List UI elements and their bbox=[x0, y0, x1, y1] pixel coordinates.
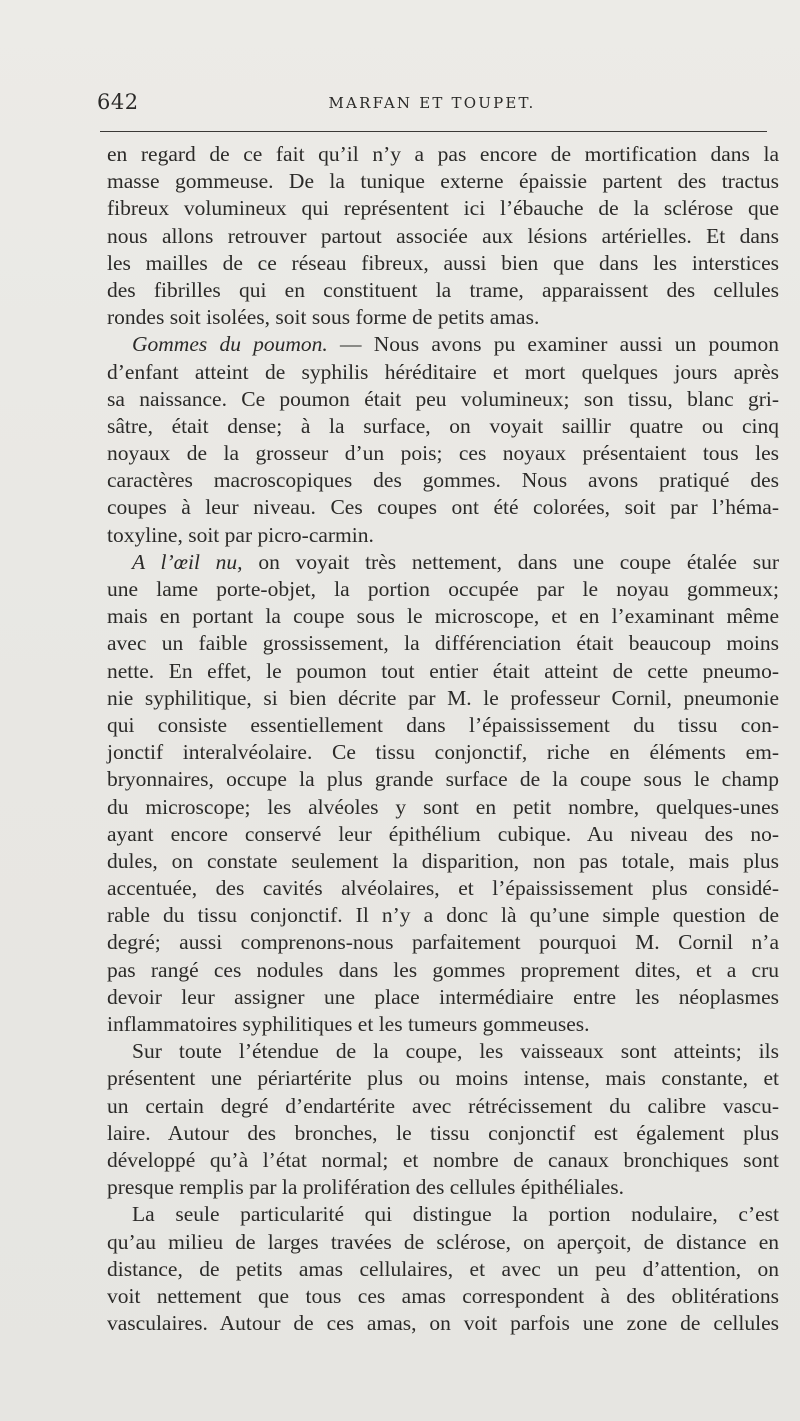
text-line: nie syphilitique, si bien décrite par M. le professeur Cornil, pneumonie bbox=[107, 685, 779, 710]
text-line: coupes à leur niveau. Ces coupes ont été colorées, soit par l’héma- bbox=[107, 495, 779, 520]
text-line: voit nettement que tous ces amas correspondent à des oblitérations bbox=[107, 1283, 779, 1308]
text-line: avec un faible grossissement, la différenciation était beaucoup moins bbox=[107, 631, 779, 656]
text-line: pas rangé ces nodules dans les gommes proprement dites, et a cru bbox=[107, 957, 779, 982]
text-line: rable du tissu conjonctif. Il n’y a donc là qu’une simple question de bbox=[107, 903, 779, 928]
text-line: sa naissance. Ce poumon était peu volumineux; son tissu, blanc gri- bbox=[107, 386, 779, 411]
text-line: toxyline, soit par picro-carmin. bbox=[107, 522, 374, 547]
section-heading-gommes: Gommes du poumon. bbox=[132, 332, 328, 357]
text-line: bryonnaires, occupe la plus grande surface de la coupe sous le champ bbox=[107, 767, 779, 792]
text-line: masse gommeuse. De la tunique externe épaissie partent des tractus bbox=[107, 169, 779, 194]
text-line: présentent une périartérite plus ou moins intense, mais constante, et bbox=[107, 1066, 779, 1091]
body-text bbox=[107, 141, 779, 1337]
text-line: en regard de ce fait qu’il n’y a pas encore de mortification dans la bbox=[107, 142, 779, 166]
section-heading-oeil: A l’œil nu, bbox=[132, 549, 243, 574]
text-line: noyaux de la grosseur d’un pois; ces noyaux présentaient tous les bbox=[107, 441, 779, 466]
text-line: rondes soit isolées, soit sous forme de petits amas. bbox=[107, 305, 540, 330]
text-line: un certain degré d’endartérite avec rétrécissement du calibre vascu- bbox=[107, 1093, 779, 1118]
text-line: vasculaires. Autour de ces amas, on voit parfois une zone de cellules bbox=[107, 1311, 779, 1336]
text-line: du microscope; les alvéoles y sont en petit nombre, quelques-unes bbox=[107, 794, 779, 819]
text-line: devoir leur assigner une place intermédiaire entre les néoplasmes bbox=[107, 984, 779, 1009]
section-line-oeil-text: on voyait très nettement, dans une coupe étalée sur bbox=[242, 549, 779, 574]
running-title: MARFAN ET TOUPET. bbox=[328, 94, 536, 112]
text-line: nous allons retrouver partout associée aux lésions artérielles. Et dans bbox=[107, 223, 779, 248]
text-line: nette. En effet, le poumon tout entier était atteint de cette pneumo- bbox=[107, 658, 779, 683]
text-line: laire. Autour des bronches, le tissu conjonctif est également plus bbox=[107, 1120, 779, 1145]
text-line: Sur toute l’étendue de la coupe, les vaisseaux sont atteints; ils bbox=[132, 1039, 779, 1064]
text-line: distance, de petits amas cellulaires, et avec un peu d’attention, on bbox=[107, 1256, 779, 1281]
text-line: accentuée, des cavités alvéolaires, et l’épaississement plus considé- bbox=[107, 876, 779, 901]
text-line: degré; aussi comprenons-nous parfaitement pourquoi M. Cornil n’a bbox=[107, 930, 779, 955]
header-rule bbox=[100, 131, 767, 132]
text-line: dules, on constate seulement la disparition, non pas totale, mais plus bbox=[107, 848, 779, 873]
running-head bbox=[97, 90, 767, 118]
section-line-gommes bbox=[107, 331, 779, 358]
text-line: qui consiste essentiellement dans l’épaississement du tissu con- bbox=[107, 712, 779, 737]
text-line: des fibrilles qui en constituent la trame, apparaissent des cellules bbox=[107, 277, 779, 302]
text-line: fibreux volumineux qui représentent ici l’ébauche de la sclérose que bbox=[107, 196, 779, 221]
section-line-gommes-text: — Nous avons pu examiner aussi un poumon bbox=[327, 332, 779, 357]
text-line: jonctif interalvéolaire. Ce tissu conjonctif, riche en éléments em- bbox=[107, 740, 779, 765]
section-line-oeil bbox=[107, 549, 779, 576]
text-line: développé qu’à l’état normal; et nombre de canaux bronchiques sont bbox=[107, 1147, 779, 1172]
text-line: ayant encore conservé leur épithélium cubique. Au niveau des no- bbox=[107, 821, 779, 846]
text-line: mais en portant la coupe sous le microscope, et en l’examinant même bbox=[107, 604, 779, 629]
text-line: La seule particularité qui distingue la portion nodulaire, c’est bbox=[132, 1202, 779, 1227]
text-line: les mailles de ce réseau fibreux, aussi bien que dans les interstices bbox=[107, 250, 779, 275]
text-line: sâtre, était dense; à la surface, on voyait saillir quatre ou cinq bbox=[107, 413, 779, 438]
text-line: caractères macroscopiques des gommes. Nous avons pratiqué des bbox=[107, 468, 779, 493]
text-line: qu’au milieu de larges travées de sclérose, on aperçoit, de distance en bbox=[107, 1229, 779, 1254]
page-number: 642 bbox=[97, 90, 139, 114]
text-line: inflammatoires syphilitiques et les tumeurs gommeuses. bbox=[107, 1012, 590, 1036]
text-line: d’enfant atteint de syphilis héréditaire et mort quelques jours après bbox=[107, 359, 779, 384]
text-line: une lame porte-objet, la portion occupée par le noyau gommeux; bbox=[107, 577, 779, 601]
text-line: presque remplis par la prolifération des cellules épithéliales. bbox=[107, 1175, 625, 1200]
